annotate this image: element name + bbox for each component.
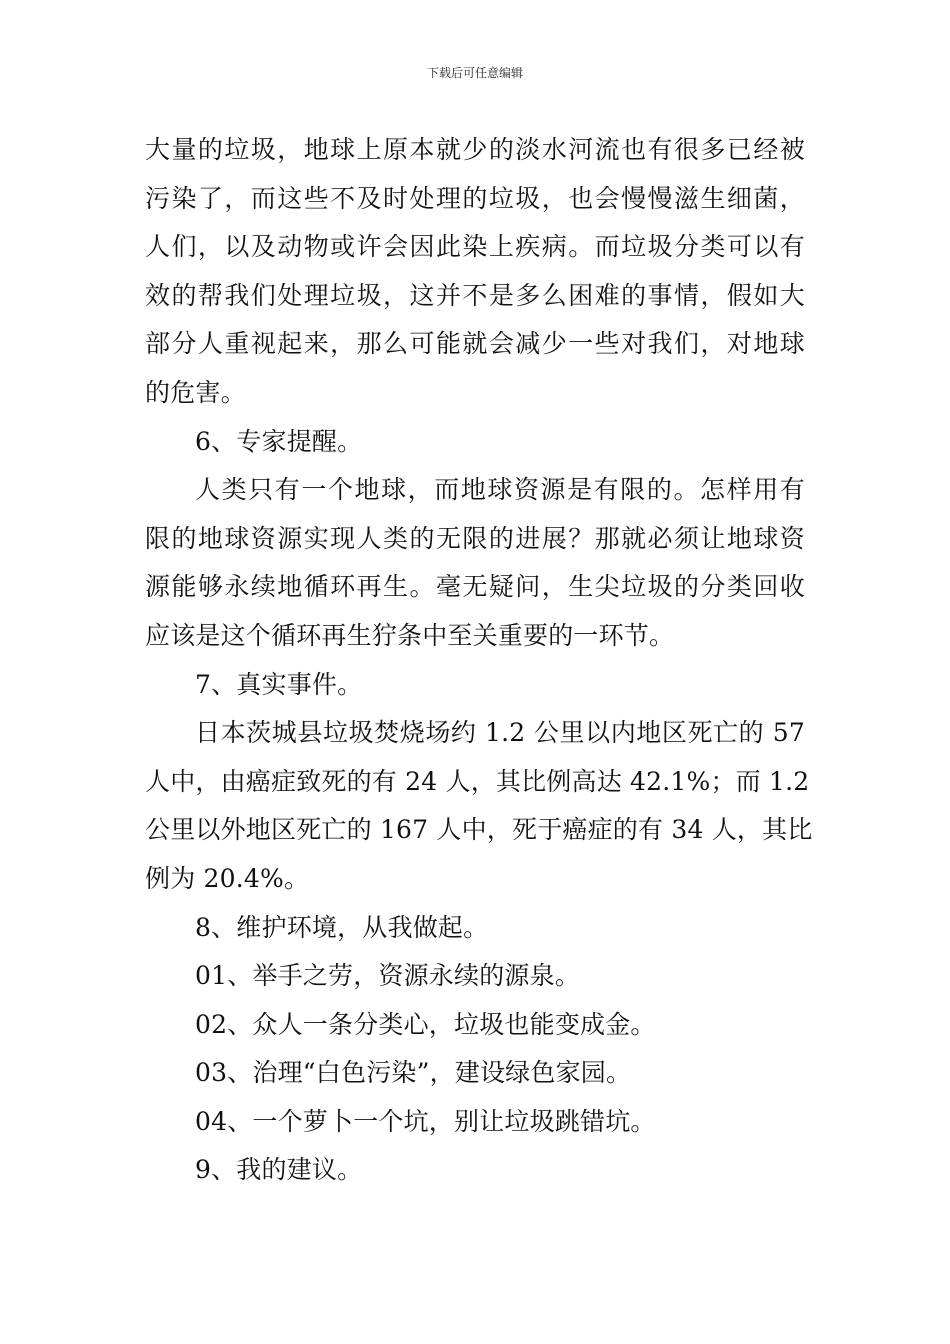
- paragraph-line: 人中，由癌症致死的有 24 人，其比例高达 42.1%；而 1.2: [145, 766, 810, 796]
- paragraph-line: 部分人重视起来，那么可能就会减少一些对我们，对地球: [145, 329, 805, 359]
- slogan-item: 02、众人一条分类心，垃圾也能变成金。: [195, 1009, 656, 1039]
- paragraph-line: 的危害。: [145, 377, 246, 407]
- paragraph-line: 效的帮我们处理垃圾，这并不是多么困难的事情，假如大: [145, 280, 805, 310]
- paragraph-line: 日本茨城县垃圾焚烧场约 1.2 公里以内地区死亡的 57: [195, 718, 805, 748]
- section-heading: 7、真实事件。: [195, 669, 363, 699]
- paragraph-line: 人类只有一个地球，而地球资源是有限的。怎样用有: [195, 475, 805, 505]
- page-header-note: 下载后可任意编辑: [426, 66, 523, 80]
- paragraph-line: 源能够永续地循环再生。毫无疑问，生尖垃圾的分类回收: [145, 572, 805, 602]
- paragraph-line: 公里以外地区死亡的 167 人中，死于癌症的有 34 人，其比: [145, 815, 813, 845]
- paragraph-line: 人们，以及动物或许会因此染上疾病。而垃圾分类可以有: [145, 232, 805, 262]
- paragraph-line: 污染了，而这些不及时处理的垃圾，也会慢慢滋生细菌，: [145, 183, 805, 213]
- section-heading: 6、专家提醒。: [195, 426, 363, 456]
- document-body: [145, 126, 813, 1195]
- slogan-item: 01、举手之劳，资源永续的源泉。: [195, 961, 581, 991]
- paragraph-line: 例为 20.4%。: [145, 863, 310, 893]
- paragraph-line: 大量的垃圾，地球上原本就少的淡水河流也有很多已经被: [145, 135, 805, 164]
- section-heading: 8、维护环境，从我做起。: [195, 912, 489, 942]
- slogan-item: 04、一个萝卜一个坑，别让垃圾跳错坑。: [195, 1106, 656, 1136]
- paragraph-line: 限的地球资源实现人类的无限的进展？那就必须让地球资: [145, 523, 805, 553]
- section-heading: 9、我的建议。: [195, 1155, 363, 1185]
- slogan-item: 03、治理“白色污染”，建设绿色家园。: [195, 1058, 632, 1088]
- paragraph-line: 应该是这个循环再生狞条中至关重要的一环节。: [145, 620, 675, 650]
